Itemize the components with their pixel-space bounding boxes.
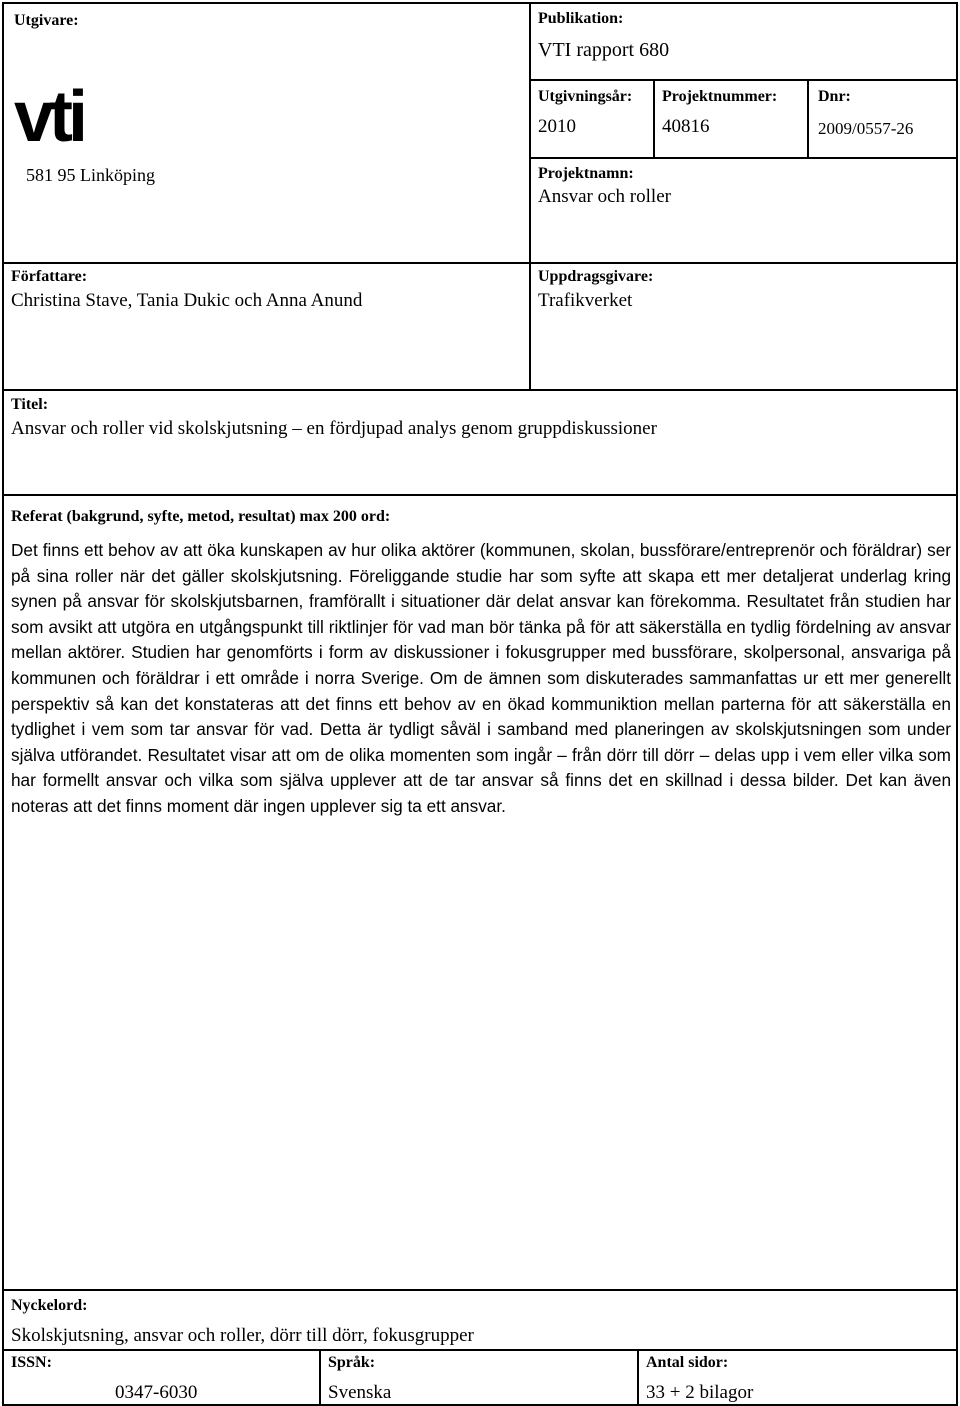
project-number-cell <box>653 79 809 159</box>
authors-label: Författare: <box>11 268 88 285</box>
pages-cell <box>637 1349 958 1406</box>
title-value: Ansvar och roller vid skolskjutsning – en fördjupad analys genom gruppdiskussioner <box>11 418 657 439</box>
dnr-label: Dnr: <box>818 88 851 105</box>
publisher-address: 581 95 Linköping <box>26 165 155 185</box>
publication-cell <box>529 2 958 81</box>
year-cell <box>529 79 655 159</box>
client-value: Trafikverket <box>538 290 633 311</box>
year-value: 2010 <box>538 116 576 137</box>
client-label: Uppdragsgivare: <box>538 268 654 285</box>
pages-value: 33 + 2 bilagor <box>646 1382 754 1403</box>
client-cell <box>529 262 958 391</box>
publication-label: Publikation: <box>538 10 624 27</box>
publisher-label: Utgivare: <box>14 12 79 29</box>
publisher-cell <box>2 2 529 264</box>
project-number-label: Projektnummer: <box>662 88 778 105</box>
authors-value: Christina Stave, Tania Dukic och Anna Anund <box>11 290 363 311</box>
vti-logo <box>14 86 104 146</box>
project-number-value: 40816 <box>662 116 710 137</box>
title-cell <box>2 389 958 496</box>
publication-value: VTI rapport 680 <box>538 39 670 61</box>
keywords-cell <box>2 1289 958 1351</box>
keywords-label: Nyckelord: <box>11 1297 88 1314</box>
keywords-value: Skolskjutsning, ansvar och roller, dörr till dörr, fokusgrupper <box>11 1325 474 1346</box>
pages-label: Antal sidor: <box>646 1354 729 1371</box>
issn-value: 0347-6030 <box>115 1382 198 1403</box>
abstract-cell <box>2 494 958 1291</box>
year-label: Utgivningsår: <box>538 88 633 105</box>
project-name-value: Ansvar och roller <box>538 186 671 207</box>
project-name-cell <box>529 157 958 264</box>
language-label: Språk: <box>328 1354 376 1371</box>
vti-logo-text: vti <box>14 86 84 146</box>
abstract-label: Referat (bakgrund, syfte, metod, resultat) max 200 ord: <box>11 508 391 525</box>
language-value: Svenska <box>328 1382 392 1403</box>
project-name-label: Projektnamn: <box>538 165 634 182</box>
issn-label: ISSN: <box>11 1354 52 1371</box>
dnr-value: 2009/0557-26 <box>818 119 914 138</box>
dnr-cell <box>807 79 958 159</box>
title-label: Titel: <box>11 396 49 413</box>
authors-cell <box>2 262 529 391</box>
language-cell <box>319 1349 639 1406</box>
issn-cell <box>2 1349 321 1406</box>
abstract-text: Det finns ett behov av att öka kunskapen av hur olika aktörer (kommunen, skolan, bussförare/entreprenör och föräldrar) ser på sina roller när det gäller skolskjutsning. Föreliggande studie har som syfte att skapa ett mer detaljerat underlag kring synen på ansvar för skolskjutsbarnen, framförallt i situationer där delat ansvar kan förekomma. Resultatet från studien har som avsikt att utgöra en utgångspunkt till riktlinjer för vad man bör tänka på för att säkerställa en tydlig fördelning av ansvar mellan aktörer. Studien har genomförts i form av diskussioner i fokusgrupper med bussförare, skolpersonal, ansvariga på kommunen och föräldrar i ett område i norra Sverige. Om de ämnen som diskuterades sammanfattas ur ett mer generellt perspektiv så kan det konstateras att det finns ett behov av en ökad kommuniktion mellan parterna för att säkerställa en tydlighet i vem som tar ansvar för vad. Detta är tydligt såväl i samband med planeringen av skolskjutsningen som under själva utförandet. Resultatet visar att om de olika momenten som ingår – från dörr till dörr – delas upp i vem eller vilka som har formellt ansvar och vilka som själva upplever att de tar ansvar så finns det en skillnad i dessa bilder. Det kan även noteras att det finns moment där ingen upplever sig ta ett ansvar. <box>11 540 951 816</box>
